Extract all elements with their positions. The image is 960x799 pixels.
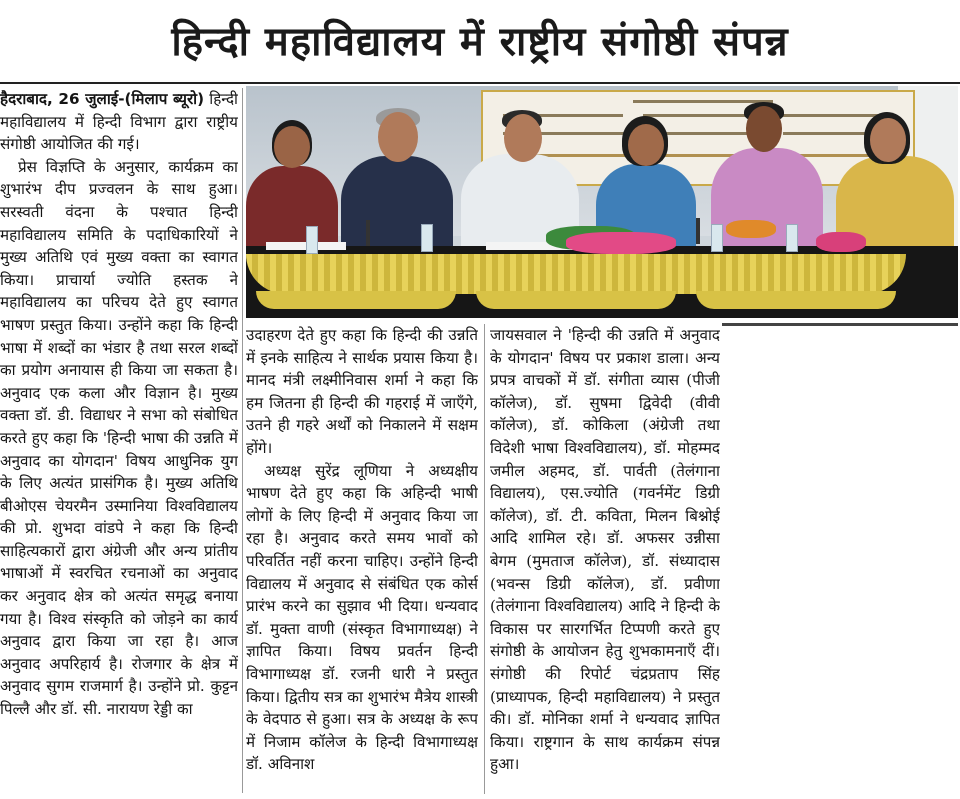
paragraph: अध्यक्ष सुरेंद्र लूणिया ने अध्यक्षीय भाषण देते हुए कहा कि अहिन्दी भाषी लोगों के लिए हिन्दी में अनुवाद किया जा रहा है। अनुवाद करते समय भावों को परिवर्तित नहीं करना चाहिए। उन्होंने हिन्दी विद्यालय में अनुवाद से संबंधित एक कोर्स प्रारंभ करने का सुझाव भी दिया। धन्यवाद डॉ. मुक्ता वाणी (संस्कृत विभागाध्यक्ष) ने ज्ञापित किया। विषय प्रवर्तन हिन्दी विभागाध्यक्ष डॉ. रजनी धारी ने प्रस्तुत किया। द्वितीय सत्र का शुभारंभ मैत्रेय शास्त्री के वेदपाठ से हुआ। सत्र के अध्यक्ष के रूप में निजाम कॉलेज के हिन्दी विभागाध्यक्ष डॉ. अविनाश bbox=[246, 461, 478, 774]
headline-rule bbox=[0, 82, 960, 84]
paragraph: उदाहरण देते हुए कहा कि हिन्दी की उन्नति में इनके साहित्य ने सार्थक प्रयास किया है। मानद मंत्री लक्ष्मीनिवास शर्मा ने कहा कि हम जितना ही हिन्दी की गहराई में जाएँगे, उतने ही गहरे अर्थों को निकालने में सक्षम होंगे। bbox=[246, 326, 478, 457]
dateline: हैदराबाद, 26 जुलाई-(मिलाप ब्यूरो) bbox=[0, 90, 205, 108]
photo-rule bbox=[722, 323, 958, 326]
seminar-photo bbox=[246, 86, 958, 318]
flower-bouquet bbox=[726, 220, 776, 238]
column-divider bbox=[484, 324, 485, 794]
headline: हिन्दी महाविद्यालय में राष्ट्रीय संगोष्ठी संपन्न bbox=[171, 19, 789, 65]
paragraph: जायसवाल ने 'हिन्दी की उन्नति में अनुवाद के योगदान' विषय पर प्रकाश डाला। अन्य प्रपत्र वाचकों में डॉ. संगीता व्यास (पीजी कॉलेज), डॉ. सुषमा द्विवेदी (वीवी कॉलेज), डॉ. कोकिला (अंग्रेजी तथा विदेशी भाषा विश्वविद्यालय), डॉ. मोहम्मद जमील अहमद, डॉ. पार्वती (तेलंगाना विद्यालय), एस.ज्योति (गवर्नमेंट डिग्री कॉलेज), डॉ. टी. कविता, मिलन बिश्नोई आदि शामिल रहे। डॉ. अफसर उन्नीसा बेगम (मुमताज कॉलेज), डॉ. संध्यादास (भवन्स डिग्री कॉलेज), डॉ. प्रवीणा (तेलंगाना विश्वविद्यालय) आदि ने हिन्दी के विकास पर सारगर्भित टिप्पणी करते हुए संगोष्ठी के आयोजन हेतु शुभकामनाएँ दीं। संगोष्ठी की रिपोर्ट चंद्रप्रताप सिंह (प्राध्यापक, हिन्दी महाविद्यालय) ने प्रस्तुत की। डॉ. मोनिका शर्मा ने धन्यवाद ज्ञापित किया। राष्ट्रगान के साथ कार्यक्रम संपन्न हुआ। bbox=[490, 326, 720, 774]
flower-bouquet bbox=[566, 232, 676, 254]
article-column-2 bbox=[246, 324, 478, 794]
article-column-3 bbox=[490, 324, 720, 794]
article-column-1 bbox=[0, 88, 238, 793]
column-divider bbox=[242, 88, 243, 793]
lead-text: हिन्दी महाविद्यालय में हिन्दी विभाग द्वारा राष्ट्रीय संगोष्ठी आयोजित की गई। bbox=[0, 90, 238, 154]
table-cloth bbox=[246, 254, 906, 294]
paragraph-lead bbox=[0, 88, 238, 156]
paragraph: प्रेस विज्ञप्ति के अनुसार, कार्यक्रम का शुभारंभ दीप प्रज्वलन के साथ हुआ। सरस्वती वंदना के पश्चात हिन्दी महाविद्यालय समिति के पदाधिकारियों ने मुख्य अतिथि एवं मुख्य वक्ता का स्वागत किया। प्राचार्या ज्योति हस्तक ने महाविद्यालय का परिचय देते हुए स्वागत भाषण प्रस्तुत किया। उन्होंने कहा कि हिन्दी भाषा में शब्दों का भंडार है तथा सरल शब्दों का प्रयोग अनायास ही किया जा सकता है। अनुवाद एक कला और विज्ञान है। मुख्य वक्ता डॉ. डी. विद्याधर ने सभा को संबोधित करते हुए कहा कि 'हिन्दी भाषा की उन्नति में अनुवाद का योगदान' विषय आधुनिक युग के लिए अत्यंत प्रासंगिक है। मुख्य अतिथि बीओएस चेयरमैन उस्मानिया विश्वविद्यालय की प्रो. शुभदा वांडपे ने कहा कि हिन्दी साहित्यकारों द्वारा अंग्रेजी और अन्य प्रांतीय भाषाओं में स्वरचित रचनाओं का अनुवाद कर अनुवाद क्षेत्र को अत्यंत समृद्ध बनाया गया है। विश्व संस्कृति को जोड़ने का कार्य अनुवाद द्वारा किया जा रहा है। आज अनुवाद अपरिहार्य है। रोजगार के क्षेत्र में अनुवाद सुगम राजमार्ग है। उन्होंने प्रो. कुट्टन पिल्लै और डॉ. सी. नारायण रेड्डी का bbox=[0, 157, 238, 719]
flower-bouquet bbox=[816, 232, 866, 252]
